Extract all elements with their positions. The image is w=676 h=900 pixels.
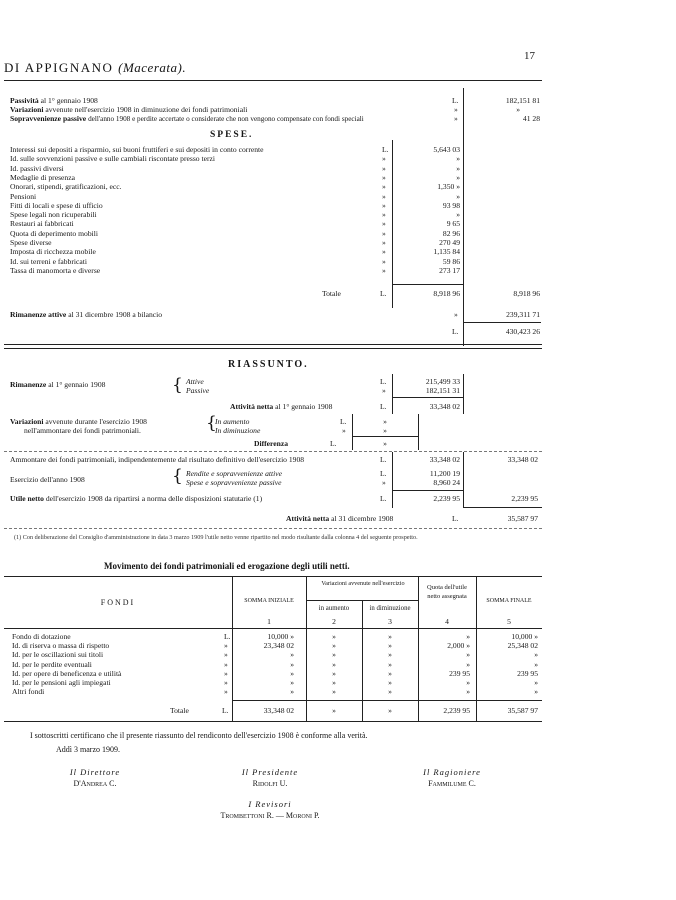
variazioni-riassunto xyxy=(10,417,147,426)
table-total-c2: » xyxy=(332,706,336,715)
fondo-unit: » xyxy=(224,668,228,678)
col-header-quota: Quota dell'utile netto assegnata xyxy=(427,584,467,600)
fondo-label: Id. di riserva o massa di rispetto xyxy=(12,641,110,651)
cell-aumento: » xyxy=(332,650,336,660)
header-rule xyxy=(4,80,542,81)
attivita-netta-1gen-text: al 1° gennaio 1908 xyxy=(275,402,333,411)
spese-label: Id. sulle sovvenzioni passive e sulle cambiali riscontate presso terzi xyxy=(10,154,215,164)
ammontare-right: 33,348 02 xyxy=(507,455,538,464)
col-header-aumento: in aumento xyxy=(318,605,350,612)
variazioni-mark: » xyxy=(454,105,458,114)
fondo-label: Id. per opere di beneficenza e utilità xyxy=(12,668,122,678)
attivita-netta-final-unit: L. xyxy=(452,514,459,523)
spese-unit: » xyxy=(382,238,386,247)
cell-diminuzione: » xyxy=(388,687,392,697)
attivita-netta-1gen-lead: Attività netta xyxy=(230,402,274,411)
column-rule xyxy=(463,88,464,346)
diminuzione-label: In diminuzione xyxy=(215,426,261,435)
cell-somma-finale: » xyxy=(534,687,538,697)
table-bottom-rule xyxy=(4,721,542,722)
page-title xyxy=(4,60,186,76)
col-number: 5 xyxy=(507,617,511,626)
variazioni-box-rule xyxy=(418,414,419,450)
differenza-value: » xyxy=(383,439,387,448)
revisori-title: I Revisori xyxy=(248,799,292,809)
ragioniere-name: Fammilume C. xyxy=(428,779,476,788)
cell-diminuzione: » xyxy=(388,650,392,660)
spese-unit: » xyxy=(382,228,386,238)
table-top-rule xyxy=(4,576,542,577)
spese-unit: » xyxy=(382,154,386,164)
spese-label: Fitti di locali e spese di ufficio xyxy=(10,200,103,210)
fondo-label: Id. per le oscillazioni sui titoli xyxy=(12,650,104,660)
cell-somma-iniziale: » xyxy=(290,687,294,697)
movimento-body xyxy=(0,632,546,700)
grand-total-value: 430,423 26 xyxy=(505,327,540,336)
fondo-label: Altri fondi xyxy=(12,687,45,697)
spese-unit: » xyxy=(382,247,386,257)
fondo-unit: » xyxy=(224,678,228,687)
spese-label: Interessi sui depositi a risparmio, sui buoni fruttiferi e sui depositi in conto corrente xyxy=(10,145,264,154)
cell-somma-iniziale: 10,000 » xyxy=(267,632,294,641)
fondo-unit: » xyxy=(224,659,228,669)
ammontare-label: Ammontare dei fondi patrimoniali, indipendentemente dal risultato definitivo dell'esercizio 1908 xyxy=(10,455,305,464)
attivita-netta-final-text: al 31 dicembre 1908 xyxy=(331,514,394,523)
cell-aumento: » xyxy=(332,678,336,687)
rimanenze-attive-lead: Rimanenze attive xyxy=(10,310,67,319)
spese-total-label: Totale xyxy=(322,289,341,298)
rendite-value: 11,200 19 xyxy=(429,469,460,478)
cell-diminuzione: » xyxy=(388,659,392,669)
spese-unit: » xyxy=(382,182,386,192)
spese-label: Quota di deperimento mobili xyxy=(10,228,98,238)
cell-quota: » xyxy=(466,687,470,697)
institution-name: DI APPIGNANO xyxy=(4,60,114,75)
table-total-c1: 33,348 02 xyxy=(263,706,294,715)
attivita-netta-1gen xyxy=(230,402,332,411)
differenza-label: Differenza xyxy=(254,439,289,448)
utile-netto-unit: L. xyxy=(380,494,387,503)
rimanenze-1gen-text: al 1° gennaio 1908 xyxy=(48,380,106,389)
spese-value: 59 86 xyxy=(442,256,460,266)
cell-quota: » xyxy=(466,632,470,641)
rendite-unit: L. xyxy=(380,469,387,478)
spese-label: Pensioni xyxy=(10,191,37,201)
spese-unit: » xyxy=(382,172,386,182)
col-header-diminuzione: in diminuzione xyxy=(369,605,411,612)
spese-label: Imposta di ricchezza mobile xyxy=(10,247,96,257)
table-total-c5: 35,587 97 xyxy=(507,706,538,715)
spese-label: Spese diverse xyxy=(10,238,52,247)
spese-unit: » xyxy=(382,219,386,229)
passivita-lead: Passività xyxy=(10,96,39,105)
cell-diminuzione: » xyxy=(388,668,392,678)
spese-value: 273 17 xyxy=(439,265,460,275)
cell-somma-iniziale: » xyxy=(290,659,294,669)
rimanenze-attive-text: al 31 dicembre 1908 a bilancio xyxy=(68,310,163,319)
cell-somma-iniziale: » xyxy=(290,678,294,687)
attivita-netta-1gen-value: 33,348 02 xyxy=(429,402,460,411)
col-header-somma-finale: SOMMA FINALE xyxy=(486,598,532,604)
certification-text: I sottoscritti certificano che il presente riassunto del rendiconto dell'esercizio 1908 è conforme alla verità. xyxy=(30,731,368,740)
col-header-variazioni: Variazioni avvenute nell'esercizio xyxy=(321,580,405,587)
dotted-rule xyxy=(4,528,542,529)
diminuzione-unit: » xyxy=(342,426,346,435)
spese-label: Onorari, stipendi, gratificazioni, ecc. xyxy=(10,182,122,192)
cell-aumento: » xyxy=(332,687,336,697)
cell-quota: 239 95 xyxy=(449,668,470,678)
spese-value: 1,350 » xyxy=(437,182,460,192)
rendite-label: Rendite e sopravvenienze attive xyxy=(186,469,282,478)
spese-value: » xyxy=(456,163,460,173)
rimanenze-1gen-lead: Rimanenze xyxy=(10,380,47,389)
cell-aumento: » xyxy=(332,668,336,678)
spese-passive-unit: » xyxy=(382,478,386,487)
cell-aumento: » xyxy=(332,632,336,641)
cell-somma-iniziale: » xyxy=(290,668,294,678)
spese-total-right: 8,918 96 xyxy=(513,289,540,298)
ammontare-value: 33,348 02 xyxy=(429,455,460,464)
rimanenze-1gen xyxy=(10,380,105,389)
cell-quota: » xyxy=(466,678,470,687)
col-number: 3 xyxy=(388,617,392,626)
ragioniere-title: Il Ragioniere xyxy=(423,767,481,777)
table-total-c4: 2,239 95 xyxy=(443,706,470,715)
spese-label: Id. sui terreni e fabbricati xyxy=(10,256,87,266)
aumento-value: » xyxy=(383,417,387,426)
spese-label: Restauri ai fabbricati xyxy=(10,219,74,229)
spese-value: 1,135 84 xyxy=(433,247,460,257)
spese-value: » xyxy=(456,172,460,182)
spese-value: 93 98 xyxy=(442,200,460,210)
dotted-rule xyxy=(4,451,542,452)
spese-value: 270 49 xyxy=(439,238,460,247)
table-header-bottom-rule xyxy=(4,628,542,629)
rimanenze-attive-value: 239,311 71 xyxy=(506,310,540,319)
passivita-unit: L. xyxy=(452,96,459,105)
spese-unit: L. xyxy=(382,145,389,154)
passive-value: 182,151 31 xyxy=(425,386,460,395)
spese-label: Medaglie di presenza xyxy=(10,172,75,182)
table-total-unit: L. xyxy=(222,706,229,715)
fondo-label: Id. per le pensioni agli impiegati xyxy=(12,678,111,687)
cell-diminuzione: » xyxy=(388,678,392,687)
cell-diminuzione: » xyxy=(388,641,392,651)
variazioni-box-rule xyxy=(352,414,353,450)
spese-passive-label: Spese e sopravvenienze passive xyxy=(186,478,282,487)
riassunto-column-rule xyxy=(392,452,393,508)
col-header-fondi: FONDI xyxy=(100,598,136,607)
riassunto-column-rule xyxy=(392,374,393,414)
spese-unit: » xyxy=(382,265,386,275)
attivita-netta-final-lead: Attività netta xyxy=(286,514,330,523)
utile-netto-value: 2,239 95 xyxy=(433,494,460,503)
sopravvenienze-mark: » xyxy=(454,114,458,123)
riassunto-column-rule xyxy=(463,374,464,414)
sopravvenienze-value: 41 28 xyxy=(522,114,540,123)
spese-total-rule xyxy=(392,284,463,285)
aumento-label: In aumento xyxy=(215,417,250,426)
col-number: 1 xyxy=(267,617,271,626)
cell-somma-finale: » xyxy=(534,678,538,687)
grand-total-rule xyxy=(463,322,541,323)
cell-aumento: » xyxy=(332,659,336,669)
esercizio-label: Esercizio dell'anno 1908 xyxy=(10,475,85,484)
spese-unit: » xyxy=(382,210,386,220)
spese-title: SPESE. xyxy=(210,130,254,140)
utile-netto-right: 2,239 95 xyxy=(511,494,538,503)
variazioni-value: » xyxy=(516,105,520,114)
passivita-text: al 1° gennaio 1908 xyxy=(40,96,98,105)
ammontare-unit: L. xyxy=(380,455,387,464)
cell-somma-finale: » xyxy=(534,659,538,669)
page-number: 17 xyxy=(524,50,535,62)
spese-value: » xyxy=(456,154,460,164)
spese-value: » xyxy=(456,210,460,220)
spese-unit: » xyxy=(382,256,386,266)
cell-diminuzione: » xyxy=(388,632,392,641)
table-total-label: Totale xyxy=(170,706,189,715)
passivita-row xyxy=(10,96,541,105)
spese-total-value: 8,918 96 xyxy=(433,289,460,298)
cell-somma-iniziale: 23,348 02 xyxy=(263,641,294,651)
brace-icon: { xyxy=(206,413,217,433)
riassunto-column-rule xyxy=(463,452,464,508)
sopravvenienze-lead: Sopravvenienze passive xyxy=(10,114,87,123)
utile-netto-text: dell'esercizio 1908 da ripartirsi a norma delle disposizioni statutarie (1) xyxy=(45,494,263,503)
revisori-names: Trombettoni R. — Moroni P. xyxy=(220,811,320,820)
spese-total-unit: L. xyxy=(380,289,387,298)
col-header-somma-iniziale: SOMMA INIZIALE xyxy=(244,598,294,604)
riassunto-title: RIASSUNTO. xyxy=(228,359,309,370)
variazioni-text: avvenute nell'esercizio 1908 in diminuzione dei fondi patrimoniali xyxy=(45,105,248,114)
spese-value: 5,643 03 xyxy=(433,145,460,154)
attivita-netta-final xyxy=(286,514,393,523)
spese-passive-value: 8,960 24 xyxy=(433,478,460,487)
fondo-unit: L. xyxy=(224,632,231,641)
attivita-rule xyxy=(392,397,463,398)
section-double-rule xyxy=(4,344,542,349)
spese-unit: » xyxy=(382,163,386,173)
grand-total-unit: L. xyxy=(452,327,459,336)
spese-label: Tassa di manomorta e diverse xyxy=(10,265,101,275)
direttore-title: Il Direttore xyxy=(69,767,121,777)
spese-list xyxy=(10,145,460,275)
fondo-unit: » xyxy=(224,650,228,660)
spese-unit: » xyxy=(382,191,386,201)
spese-unit: » xyxy=(382,200,386,210)
cell-quota: 2,000 » xyxy=(447,641,470,651)
differenza-rule xyxy=(352,436,418,437)
table-total-rule xyxy=(232,700,542,701)
variazioni-lead: Variazioni xyxy=(10,105,44,114)
presidente-name: Ridolfi U. xyxy=(252,779,288,788)
cell-somma-finale: 25,348 02 xyxy=(507,641,538,651)
cell-somma-finale: » xyxy=(534,650,538,660)
aumento-unit: L. xyxy=(340,417,347,426)
passive-unit: » xyxy=(382,386,386,395)
attive-unit: L. xyxy=(380,377,387,386)
brace-icon: { xyxy=(172,375,183,395)
table-total-c3: » xyxy=(388,706,392,715)
fondo-label: Fondo di dotazione xyxy=(12,632,71,641)
differenza-unit: L. xyxy=(330,439,337,448)
attive-value: 215,499 33 xyxy=(425,377,460,386)
cell-somma-finale: 10,000 » xyxy=(511,632,538,641)
spese-value: » xyxy=(456,191,460,201)
attive-label: Attive xyxy=(186,377,204,386)
final-rule xyxy=(463,507,542,508)
spese-label: Spese legali non ricuperabili xyxy=(10,210,97,220)
spese-value: 9 65 xyxy=(446,219,460,229)
date-text: Addì 3 marzo 1909. xyxy=(56,745,120,754)
province-name: (Macerata). xyxy=(118,60,187,75)
sopravvenienze-text: dell'anno 1908 e perdite accertate o considerate che non vengono compensate con fondi speciali xyxy=(88,115,364,123)
sopravvenienze-row xyxy=(10,114,541,124)
variazioni-row xyxy=(10,105,541,114)
variazioni-riassunto-text1: avvenute durante l'esercizio 1908 xyxy=(45,417,147,426)
direttore-name: D'Andrea C. xyxy=(73,779,117,788)
fondo-label: Id. per le perdite eventuali xyxy=(12,659,92,669)
brace-icon: { xyxy=(172,466,183,486)
presidente-title: Il Presidente xyxy=(241,767,299,777)
cell-somma-iniziale: » xyxy=(290,650,294,660)
col-number: 4 xyxy=(445,617,449,626)
cell-aumento: » xyxy=(332,641,336,651)
rimanenze-attive-row xyxy=(10,310,541,319)
spese-label: Id. passivi diversi xyxy=(10,163,64,173)
rimanenze-attive-mark: » xyxy=(454,310,458,319)
fondo-unit: » xyxy=(224,687,228,697)
cell-somma-finale: 239 95 xyxy=(517,668,538,678)
attivita-netta-1gen-unit: L. xyxy=(380,402,387,411)
cell-quota: » xyxy=(466,659,470,669)
variazioni-riassunto-lead: Variazioni xyxy=(10,417,44,426)
col-number: 2 xyxy=(332,617,336,626)
movimento-title: Movimento dei fondi patrimoniali ed erogazione degli utili netti. xyxy=(104,561,350,571)
passivita-value: 182,151 81 xyxy=(505,96,540,105)
utile-netto-lead: Utile netto xyxy=(10,494,44,503)
cell-quota: » xyxy=(466,650,470,660)
diminuzione-value: » xyxy=(383,426,387,435)
footnote: (1) Con deliberazione del Consiglio d'amministrazione in data 3 marzo 1909 l'utile netto venne ripartito nel modo risultante dalla colonna 4 del seguente prospetto. xyxy=(14,534,418,541)
spese-value: 82 96 xyxy=(442,228,460,238)
utile-rule xyxy=(392,490,463,491)
fondo-unit: » xyxy=(224,641,228,651)
attivita-netta-final-value: 35,587 97 xyxy=(507,514,538,523)
variazioni-riassunto-text2: nell'ammontare dei fondi patrimoniali. xyxy=(24,426,141,435)
table-header-rule xyxy=(306,600,418,601)
utile-netto-row xyxy=(10,494,262,503)
passive-label: Passive xyxy=(186,386,210,395)
